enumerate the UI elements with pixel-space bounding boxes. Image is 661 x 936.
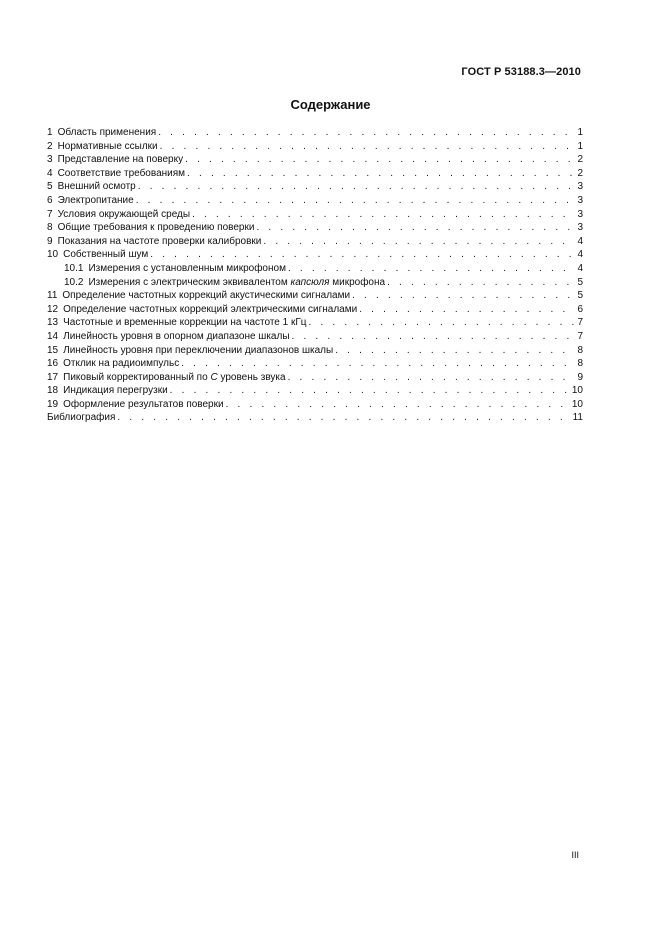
toc-entry-label	[47, 235, 261, 249]
toc-entry-title: Измерения с электрическим эквивалентом	[88, 276, 291, 288]
toc-entry-page: 7	[577, 330, 583, 342]
toc-entry-number: 2	[47, 140, 53, 152]
toc-entry-page: 7	[577, 317, 583, 329]
toc-entry-title: уровень звука	[217, 371, 286, 383]
toc-entry-title: Библиография	[47, 412, 116, 424]
toc-entry-page: 6	[577, 303, 583, 315]
toc-entry-title: Условия окружающей среды	[57, 208, 191, 220]
toc-entry[interactable]	[47, 208, 583, 222]
toc-entry-label	[47, 316, 307, 330]
document-header-standard: ГОСТ Р 53188.3—2010	[461, 66, 581, 78]
toc-entry[interactable]	[47, 344, 583, 358]
toc-entry-page: 10	[571, 385, 583, 397]
toc-entry[interactable]	[47, 276, 583, 290]
toc-entry-title: Представление на поверку	[57, 154, 184, 166]
toc-entry-number: 10.1	[64, 262, 84, 274]
toc-entry-label	[47, 303, 357, 317]
toc-entry-number: 11	[47, 290, 58, 302]
toc-entry-label	[47, 180, 136, 194]
toc-entry-number: 14	[47, 330, 59, 342]
toc-entry-title: Определение частотных коррекций электрическими сигналами	[63, 303, 358, 315]
toc-entry-page: 4	[577, 249, 583, 261]
toc-entry[interactable]	[47, 384, 583, 398]
toc-entry-page: 3	[577, 194, 583, 206]
toc-entry-label	[47, 330, 290, 344]
toc-entry-number: 5	[47, 181, 53, 193]
toc-entry-page: 4	[577, 262, 583, 274]
toc-entry-number: 18	[47, 385, 59, 397]
toc-entry-title: Область применения	[57, 127, 157, 138]
toc-entry[interactable]	[47, 235, 583, 249]
toc-entry-number: 3	[47, 154, 53, 166]
toc-entry-label	[47, 208, 190, 222]
toc-entry[interactable]	[47, 411, 583, 425]
toc-entry-title-italic: С	[210, 371, 218, 383]
toc-entry-title: Соответствие требованиям	[57, 167, 186, 179]
toc-entry-number: 15	[47, 344, 59, 356]
toc-leader-dots	[185, 153, 575, 167]
toc-leader-dots	[335, 344, 575, 358]
toc-leader-dots	[352, 289, 575, 303]
toc-entry[interactable]	[47, 289, 583, 303]
toc-leader-dots	[187, 167, 575, 181]
toc-entry-label	[47, 344, 333, 358]
toc-entry-label	[47, 194, 134, 208]
toc-entry-page: 5	[577, 290, 583, 302]
toc-entry-label	[47, 398, 224, 412]
toc-entry-label	[47, 411, 115, 425]
toc-entry-title: Электропитание	[57, 194, 134, 206]
toc-leader-dots	[117, 411, 570, 425]
toc-entry-title-italic: капсюля	[290, 276, 330, 288]
toc-entry[interactable]	[47, 330, 583, 344]
toc-entry-page: 3	[577, 222, 583, 234]
toc-entry[interactable]	[47, 357, 583, 371]
toc-entry-number: 10	[47, 249, 59, 261]
toc-entry-title: Линейность уровня в опорном диапазоне шкалы	[63, 330, 290, 342]
toc-entry[interactable]	[47, 248, 583, 262]
toc-leader-dots	[226, 398, 570, 412]
toc-entry-number: 4	[47, 167, 53, 179]
toc-entry-label	[47, 289, 350, 303]
toc-entry-label	[47, 384, 168, 398]
toc-entry-page: 10	[571, 398, 583, 410]
toc-leader-dots	[170, 384, 570, 398]
toc-entry-page: 1	[577, 127, 583, 138]
toc-entry-label	[64, 276, 385, 290]
toc-leader-dots	[192, 208, 575, 222]
toc-entry-number: 12	[47, 303, 59, 315]
toc-entry-title: микрофона	[329, 276, 386, 288]
toc-entry[interactable]	[47, 167, 583, 181]
toc-entry-page: 5	[577, 276, 583, 288]
toc-leader-dots	[288, 262, 575, 276]
toc-entry-title: Частотные и временные коррекции на частоте 1 кГц	[63, 317, 307, 329]
toc-entry-page: 3	[577, 181, 583, 193]
toc-leader-dots	[160, 140, 576, 154]
toc-leader-dots	[292, 330, 576, 344]
toc-entry-number: 10.2	[64, 276, 84, 288]
toc-entry[interactable]	[47, 153, 583, 167]
toc-entry-title: Пиковый корректированный по	[63, 371, 211, 383]
toc-entry-page: 2	[577, 167, 583, 179]
toc-entry-page: 8	[577, 344, 583, 356]
toc-entry-page: 2	[577, 154, 583, 166]
toc-leader-dots	[150, 248, 575, 262]
toc-entry-label	[64, 262, 286, 276]
toc-entry-title: Показания на частоте проверки калибровки	[57, 235, 262, 247]
toc-entry[interactable]	[47, 371, 583, 385]
toc-entry-page: 4	[577, 235, 583, 247]
toc-entry[interactable]	[47, 262, 583, 276]
toc-entry-number: 13	[47, 317, 59, 329]
toc-entry-label	[47, 357, 179, 371]
toc-entry-label	[47, 248, 148, 262]
toc-entry-page: 9	[577, 371, 583, 383]
toc-entry-title: Отклик на радиоимпульс	[63, 358, 180, 370]
toc-entry-title: Индикация перегрузки	[63, 385, 168, 397]
toc-entry-number: 6	[47, 194, 53, 206]
toc-entry-page: 8	[577, 358, 583, 370]
toc-entry[interactable]	[47, 303, 583, 317]
toc-entry-number: 16	[47, 358, 59, 370]
toc-entry[interactable]	[47, 316, 583, 330]
toc-entry-number: 17	[47, 371, 59, 383]
toc-entry-page: 11	[572, 412, 583, 424]
toc-entry[interactable]	[47, 126, 583, 140]
toc-entry-title: Измерения с установленным микрофоном	[88, 262, 286, 274]
toc-entry[interactable]	[47, 398, 583, 412]
toc-entry-title: Собственный шум	[63, 249, 149, 261]
toc-entry-title: Оформление результатов поверки	[63, 398, 224, 410]
toc-entry-title: Определение частотных коррекций акустическими сигналами	[62, 290, 351, 302]
toc-entry-label	[47, 371, 286, 385]
toc-entry-title: Линейность уровня при переключении диапазонов шкалы	[63, 344, 334, 356]
toc-entry-label	[47, 221, 254, 235]
toc-leader-dots	[158, 126, 575, 140]
page-title: Содержание	[290, 97, 371, 112]
toc-entry-title: Общие требования к проведению поверки	[57, 222, 255, 234]
toc-entry[interactable]	[47, 140, 583, 154]
toc-leader-dots	[309, 316, 576, 330]
toc-entry-title: Нормативные ссылки	[57, 140, 158, 152]
toc-entry[interactable]	[47, 194, 583, 208]
toc-entry-label	[47, 140, 158, 154]
toc-entry-number: 19	[47, 398, 59, 410]
toc-entry-number: 8	[47, 222, 53, 234]
toc-entry-label	[47, 126, 156, 140]
toc-entry-number: 1	[47, 127, 53, 138]
toc-entry-page: 3	[577, 208, 583, 220]
toc-leader-dots	[256, 221, 575, 235]
table-of-contents	[47, 126, 583, 425]
toc-entry-label	[47, 167, 185, 181]
toc-entry-label	[47, 153, 183, 167]
toc-leader-dots	[136, 194, 576, 208]
toc-entry-title: Внешний осмотр	[57, 181, 136, 193]
toc-leader-dots	[288, 371, 576, 385]
toc-leader-dots	[181, 357, 575, 371]
toc-leader-dots	[359, 303, 575, 317]
toc-leader-dots	[387, 276, 575, 290]
toc-leader-dots	[263, 235, 575, 249]
toc-entry-number: 9	[47, 235, 53, 247]
toc-leader-dots	[138, 180, 576, 194]
page-number: III	[571, 850, 579, 860]
toc-entry-page: 1	[577, 140, 583, 152]
toc-entry[interactable]	[47, 221, 583, 235]
toc-entry-number: 7	[47, 208, 53, 220]
toc-entry[interactable]	[47, 180, 583, 194]
